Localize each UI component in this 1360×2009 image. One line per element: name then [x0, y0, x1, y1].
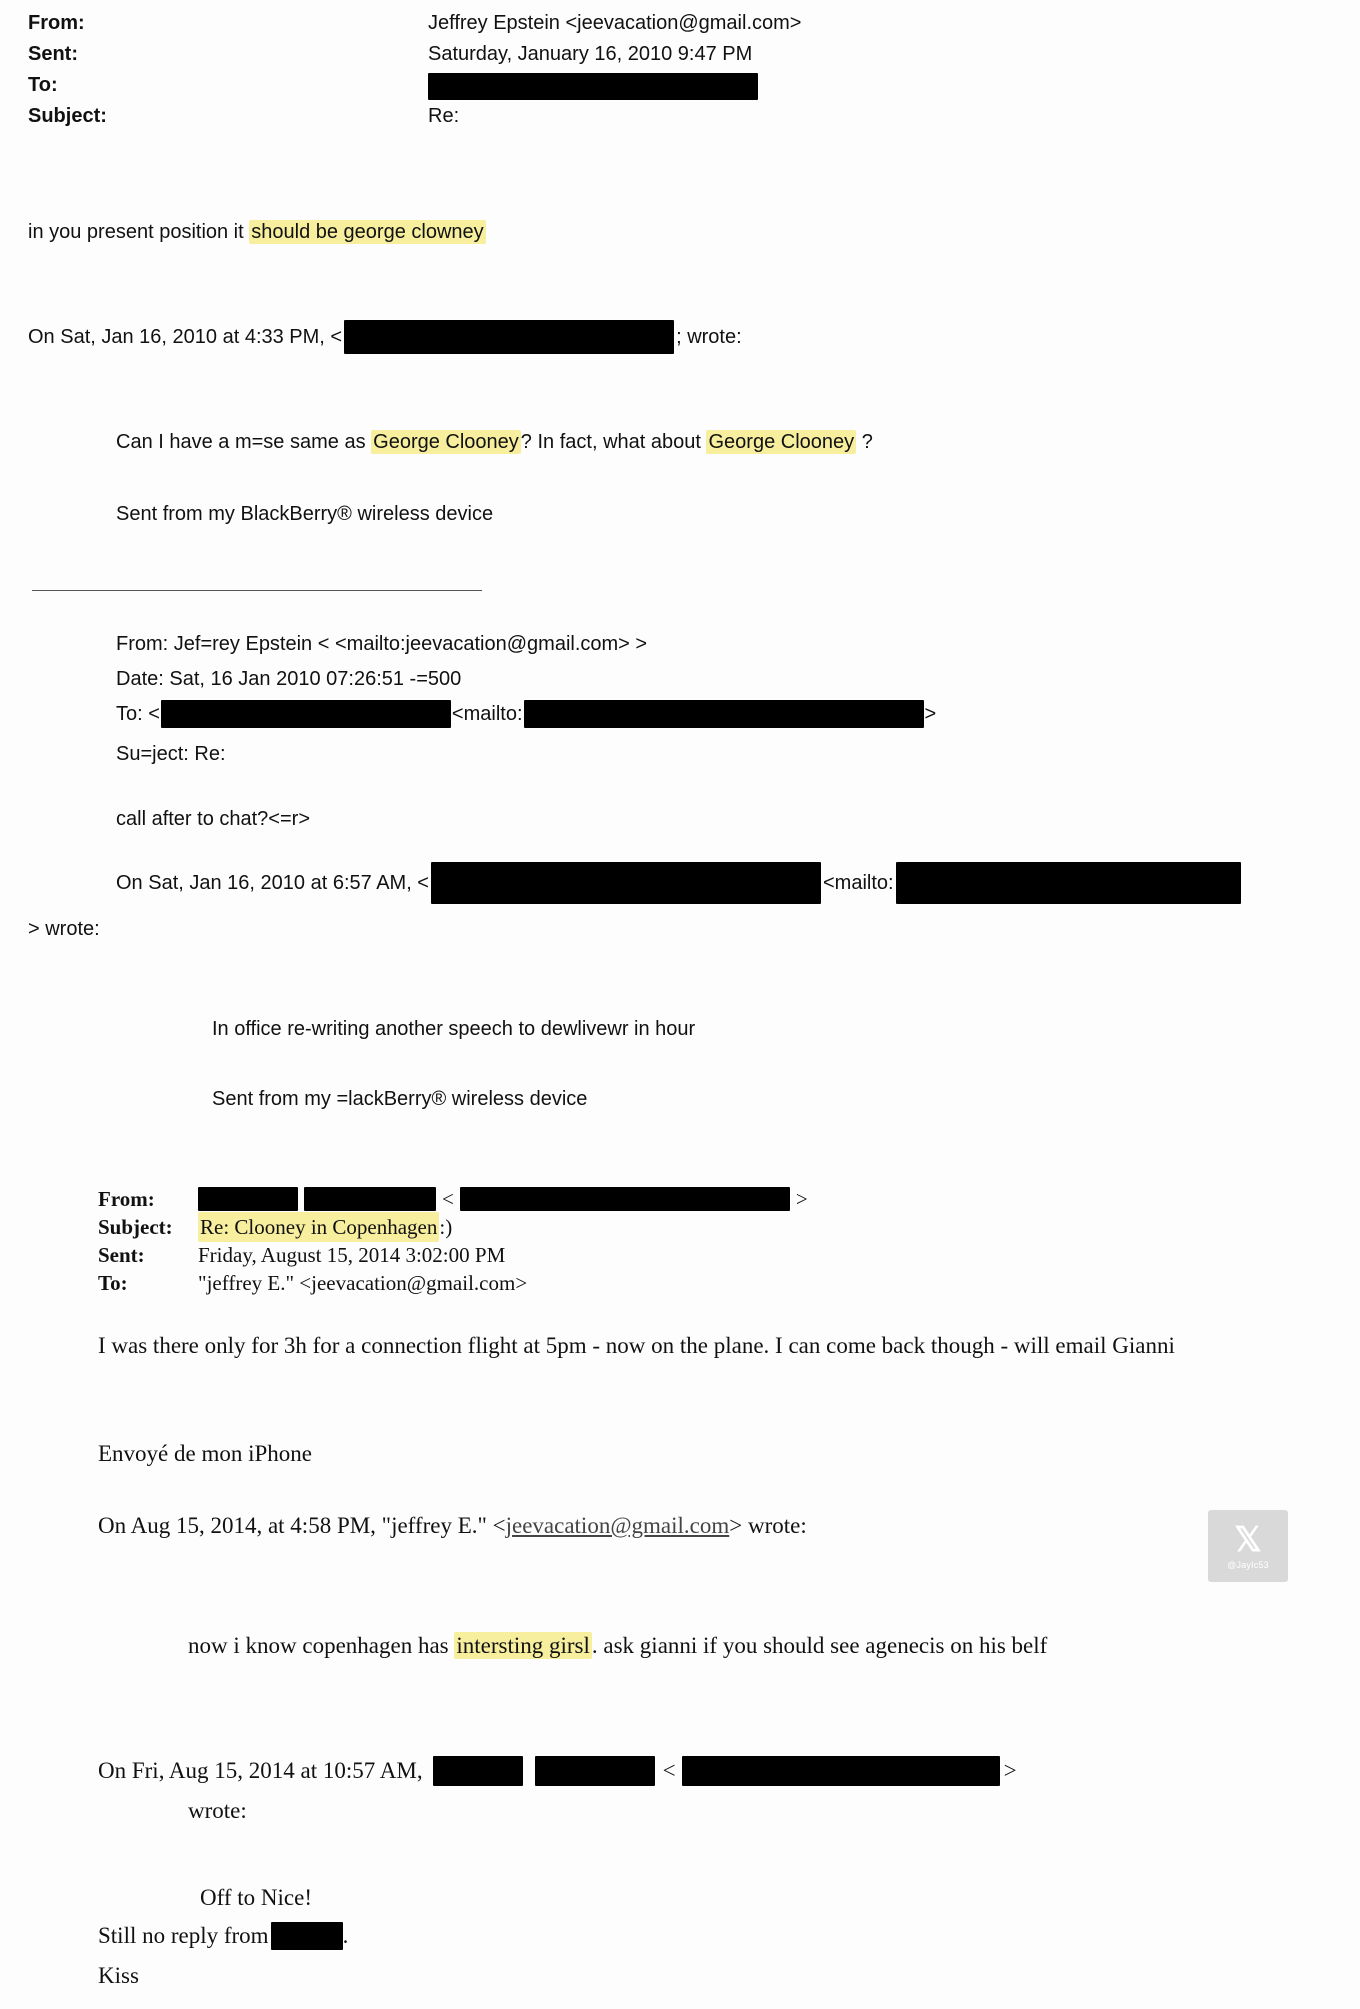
header2-from-anglebracket: < [442, 1187, 454, 1211]
quote-2-to [116, 700, 1316, 728]
tail-line-1-text: Off to Nice! [200, 1885, 312, 1910]
quote-2-inner-intro-post-text: > wrote: [28, 918, 100, 940]
header2-row-sent [98, 1241, 1298, 1269]
header2-value-sent: Friday, August 15, 2014 3:02:00 PM [198, 1243, 506, 1267]
tail-line-2-pre: Still no reply from [98, 1923, 269, 1948]
body-line-1-pre: in you present position it [28, 221, 250, 243]
body-2-quote-intro-post: > wrote: [729, 1513, 807, 1538]
body-2-quote2-anglebracket-close: > [1003, 1758, 1017, 1783]
quote-1-body-pre: Can I have a m=se same as [116, 431, 372, 453]
header2-value-subject [198, 1212, 452, 1242]
watermark-handle: @JayIc53 [1227, 1559, 1269, 1570]
quote-2-body-text: call after to chat?<=r> [116, 808, 311, 830]
quote-2-inner-signature [212, 1085, 1212, 1113]
quote-1-body-post: ? [856, 431, 873, 453]
header2-from-anglebracket-close: > [795, 1187, 808, 1211]
quote-1-intro [28, 320, 1228, 354]
header-value-subject: Re: [428, 105, 460, 127]
header2-label-from: From: [98, 1187, 155, 1211]
header2-row-subject [98, 1213, 1298, 1241]
redaction-bar [431, 862, 821, 904]
tail-line-2 [98, 1920, 798, 1952]
body-2-quote2-wrote [188, 1795, 588, 1827]
redaction-bar [304, 1187, 436, 1211]
redaction-bar [161, 700, 451, 728]
redaction-bar [198, 1187, 298, 1211]
redaction-bar [344, 320, 674, 354]
tail-line-3-text: Kiss [98, 1963, 139, 1988]
quote-2-inner-intro [116, 862, 1360, 904]
quote-1-highlight-1: George Clooney [373, 431, 519, 453]
quote-2-to-post: > [924, 703, 937, 725]
quote-2-date-text: Date: Sat, 16 Jan 2010 07:26:51 -=500 [116, 668, 462, 690]
header-label-sent: Sent: [28, 43, 78, 65]
body-2-quote-highlight: intersting girsl [456, 1633, 590, 1658]
quote-1-intro-pre: On Sat, Jan 16, 2010 at 4:33 PM, < [28, 326, 343, 348]
tail-line-2-post: . [342, 1923, 349, 1948]
body-2-quote2-intro-text: On Fri, Aug 15, 2014 at 10:57 AM, [98, 1758, 423, 1783]
body-2-quote [188, 1630, 1248, 1662]
redaction-bar [535, 1756, 655, 1786]
header-row-sent [28, 39, 1318, 70]
watermark [1208, 1510, 1288, 1582]
header-row-from [28, 8, 1318, 39]
body-2-quote-post: . ask gianni if you should see agenecis on his belf [591, 1633, 1048, 1658]
body-2-signature [98, 1438, 998, 1470]
redaction-bar [428, 73, 758, 100]
body-2-signature-text: Envoyé de mon iPhone [98, 1441, 312, 1466]
header-label-to: To: [28, 74, 58, 96]
email-link[interactable]: jeevacation@gmail.com [505, 1513, 730, 1538]
header-label-from: From: [28, 12, 85, 34]
quote-1-highlight-2: George Clooney [708, 431, 855, 453]
redaction-bar [433, 1756, 523, 1786]
header2-value-to: "jeffrey E." <jeevacation@gmail.com> [198, 1271, 528, 1295]
header2-value-from [198, 1185, 808, 1213]
body-2-quote-intro-pre: On Aug 15, 2014, at 4:58 PM, "jeffrey E." < [98, 1513, 506, 1538]
quote-2-to-mid: <mailto: [451, 703, 523, 725]
header2-label-subject: Subject: [98, 1215, 173, 1239]
header2-subject-highlight: Re: Clooney in Copenhagen [198, 1212, 439, 1242]
body-line-1 [28, 218, 1028, 246]
body-2-quote-intro [98, 1510, 1198, 1542]
quote-1-body-mid: ? In fact, what about [520, 431, 707, 453]
quote-1-signature [116, 500, 1016, 528]
body-2-quote2-wrote-text: wrote: [188, 1798, 247, 1823]
quote-2-inner-intro-post [28, 915, 428, 943]
quote-2-inner-intro-pre: On Sat, Jan 16, 2010 at 6:57 AM, < [116, 872, 429, 894]
body-2-paragraph [98, 1330, 1348, 1362]
header-value-sent: Saturday, January 16, 2010 9:47 PM [428, 43, 753, 65]
quote-2-date [116, 665, 1216, 693]
header-label-subject: Subject: [28, 105, 107, 127]
body-2-quote2-anglebracket: < [662, 1758, 676, 1783]
header2-subject-suffix: :) [439, 1215, 453, 1239]
header-row-subject [28, 101, 1318, 132]
header2-row-from [98, 1185, 1298, 1213]
quote-1-body [116, 428, 1216, 456]
header2-row-to [98, 1269, 1298, 1297]
quote-2-from [116, 630, 1216, 658]
quote-2-to-pre: To: < [116, 703, 160, 725]
quote-1-signature-text: Sent from my BlackBerry® wireless device [116, 503, 494, 525]
header2-label-sent: Sent: [98, 1243, 145, 1267]
quote-2-inner-body-text: In office re-writing another speech to dewlivewr in hour [212, 1018, 696, 1040]
quote-1-intro-post: ; wrote: [676, 326, 742, 348]
redaction-bar [460, 1187, 790, 1211]
redaction-bar [682, 1756, 1000, 1786]
tail-line-1 [200, 1882, 800, 1914]
redaction-bar [271, 1922, 343, 1950]
quote-2-inner-signature-text: Sent from my =lackBerry® wireless device [212, 1088, 588, 1110]
quote-2-from-text: From: Jef=rey Epstein < <mailto:jeevacation@gmail.com> > [116, 633, 648, 655]
email-header-block-2 [98, 1185, 1298, 1297]
body-line-1-highlight: should be george clowney [251, 221, 484, 243]
quote-2-inner-body [212, 1015, 1212, 1043]
body-2-paragraph-text: I was there only for 3h for a connection flight at 5pm - now on the plane. I can come back though - will email Gianni [98, 1333, 1175, 1358]
quote-2-body [116, 805, 1216, 833]
x-logo-icon: 𝕏 [1234, 1520, 1262, 1559]
quote-2-inner-intro-mid: <mailto: [823, 872, 894, 894]
header2-label-to: To: [98, 1271, 128, 1295]
redaction-bar [524, 700, 924, 728]
tail-line-3 [98, 1960, 498, 1992]
quote-2-subject [116, 740, 1216, 768]
redaction-bar [896, 862, 1241, 904]
divider-rule [32, 590, 482, 591]
body-2-quote-pre: now i know copenhagen has [188, 1633, 455, 1658]
email-header-block-1 [28, 8, 1318, 132]
quote-2-subject-text: Su=ject: Re: [116, 743, 226, 765]
body-2-quote2-intro [98, 1755, 1348, 1787]
header-value-from: Jeffrey Epstein <jeevacation@gmail.com> [428, 12, 802, 34]
header-row-to [28, 70, 1318, 101]
header-value-to [428, 70, 1318, 101]
